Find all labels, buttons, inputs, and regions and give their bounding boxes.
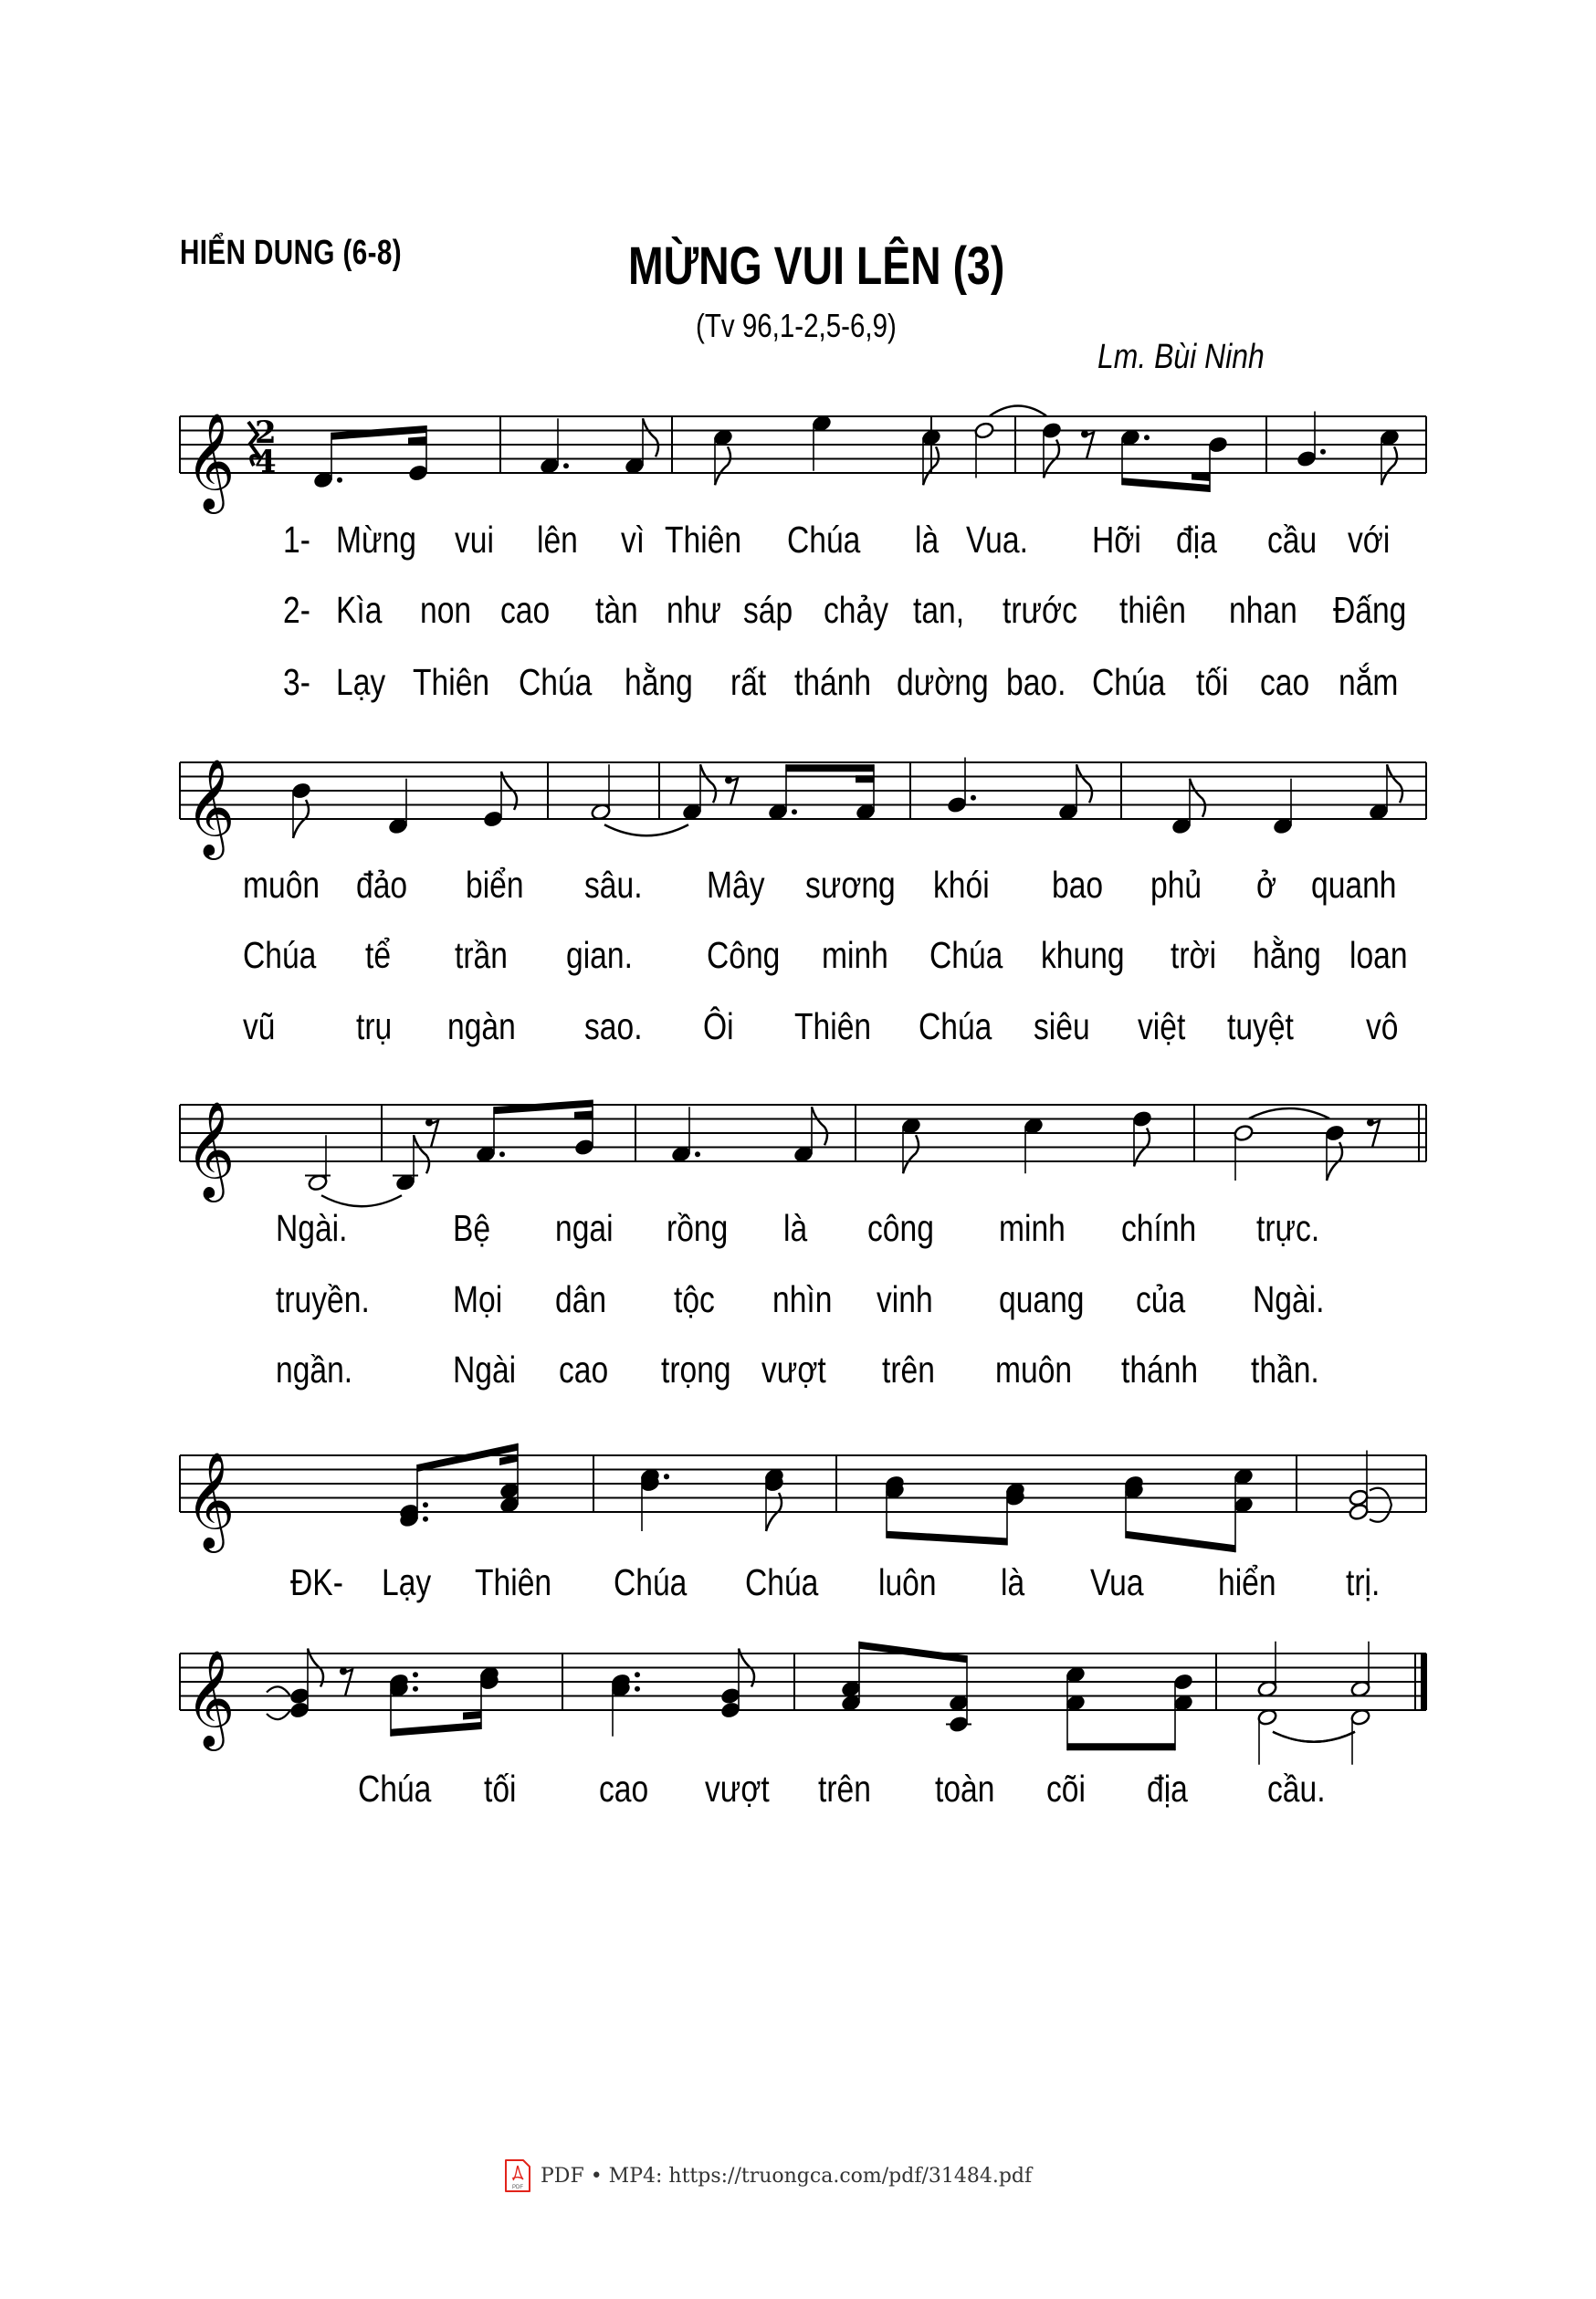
lyric-word: muôn [995, 1349, 1073, 1391]
beam [859, 1642, 967, 1664]
flag-icon [643, 418, 658, 457]
lyric-word: ngai [555, 1207, 614, 1249]
lyric-word: vinh [877, 1278, 933, 1320]
notehead [1132, 1109, 1153, 1128]
lyric-word: trực. [1256, 1207, 1320, 1249]
lyric-word: toàn [935, 1768, 995, 1810]
beam [391, 1722, 481, 1737]
lyric-word: non [420, 589, 472, 631]
beam [1067, 1743, 1175, 1750]
notehead [974, 421, 995, 439]
treble-clef-icon: 𝄞 [185, 1451, 236, 1548]
notehead [289, 1701, 310, 1719]
lyric-word: hằng [625, 661, 693, 703]
lyric-word: Bệ [453, 1207, 491, 1249]
lyric-word: với [1348, 519, 1391, 561]
tie-icon [1249, 1108, 1329, 1118]
treble-clef-icon: 𝄞 [185, 758, 236, 856]
notehead [1208, 436, 1229, 454]
lyric-word: ở [1256, 864, 1277, 906]
lyric-word: chảy [824, 589, 889, 631]
footer-link[interactable] [504, 2158, 1032, 2193]
lyric-word: cao [599, 1768, 649, 1810]
lyric-word: Thiên [413, 661, 490, 703]
lyric-word: cõi [1046, 1768, 1086, 1810]
composer-tag: HIỂN DUNG (6-8) [180, 234, 402, 272]
lyric-word: siêu [1034, 1005, 1090, 1047]
lyric-word: quanh [1311, 864, 1397, 906]
lyric-word: Đấng [1333, 589, 1407, 631]
lyric-word: Chúa [519, 661, 593, 703]
lyric-word: trên [818, 1768, 871, 1810]
notehead [574, 1138, 595, 1156]
lyric-word: minh [822, 934, 888, 976]
lyric-word: Thiên [665, 519, 742, 561]
flag-icon [1190, 779, 1205, 817]
lyric-word: công [867, 1207, 934, 1249]
lyric-word: muôn [243, 864, 320, 906]
lyric-word: là [783, 1207, 808, 1249]
svg-text:PDF: PDF [512, 2185, 523, 2190]
lyric-word: sao. [584, 1005, 643, 1047]
lyric-word: nắm [1339, 661, 1399, 703]
song-title: MỪNG VUI LÊN (3) [628, 236, 1005, 296]
tie-icon [321, 1195, 402, 1206]
lyric-word: tối [484, 1768, 517, 1810]
lyric-word: vượt [761, 1349, 826, 1391]
flag-icon [700, 764, 716, 803]
lyric-word: tàn [595, 589, 638, 631]
lyric-word: của [1136, 1278, 1186, 1320]
pdf-file-icon [504, 2158, 531, 2193]
lyric-word: trước [1003, 589, 1077, 631]
tie-icon [604, 824, 688, 835]
lyric-word: sương [805, 864, 896, 906]
lyric-word: minh [999, 1207, 1066, 1249]
lyric-word: hiển [1218, 1561, 1276, 1603]
lyric-word: Lạy [382, 1561, 432, 1603]
lyric-word: ĐK- [290, 1561, 343, 1603]
lyric-word: tể [365, 934, 392, 976]
flag-icon [1387, 764, 1402, 803]
lyric-word: Chúa [919, 1005, 992, 1047]
lyric-word: thánh [1121, 1349, 1199, 1391]
lyric-word: trị. [1346, 1561, 1381, 1603]
lyric-word: gian. [566, 934, 633, 976]
lyric-word: Chúa [358, 1768, 432, 1810]
lyric-word: cao [559, 1349, 609, 1391]
lyric-word: ngàn [447, 1005, 516, 1047]
lyric-word: địa [1147, 1768, 1188, 1810]
time-signature-bottom: 4 [255, 444, 277, 480]
lyric-word: là [1001, 1561, 1025, 1603]
notehead [1297, 449, 1318, 467]
lyric-word: Lạy [336, 661, 386, 703]
lyric-word: cầu. [1267, 1768, 1326, 1810]
notehead [1325, 1124, 1346, 1142]
lyric-word: lên [537, 519, 578, 561]
staff-system-5 [0, 1580, 1596, 1818]
lyric-word: Ngài. [1253, 1278, 1325, 1320]
lyric-word: Vua [1090, 1561, 1144, 1603]
lyric-word: Kìa [336, 589, 383, 631]
lyric-word: thánh [794, 661, 872, 703]
footer-url-text: PDF • MP4: https://truongca.com/pdf/31484.pdf [541, 2164, 1033, 2188]
lyric-word: thần. [1251, 1349, 1319, 1391]
lyric-word: trần [455, 934, 508, 976]
lyric-word: trọng [661, 1349, 731, 1391]
flag-icon [414, 1135, 429, 1173]
lyric-word: trụ [356, 1005, 393, 1047]
lyric-word: Vua. [966, 519, 1028, 561]
lyric-word: vũ [243, 1005, 276, 1047]
lyric-word: Chúa [929, 934, 1003, 976]
lyric-word: vượt [705, 1768, 770, 1810]
lyric-word: nhìn [772, 1278, 833, 1320]
notehead [408, 464, 429, 482]
lyric-word: địa [1176, 519, 1217, 561]
lyric-word: quang [999, 1278, 1085, 1320]
lyric-word: loan [1349, 934, 1408, 976]
lyric-word: sâu. [584, 864, 643, 906]
lyric-word: tuyệt [1227, 1005, 1294, 1047]
beam [887, 1531, 1007, 1546]
lyric-word: vô [1366, 1005, 1399, 1047]
lyric-word: Chúa [1092, 661, 1166, 703]
lyric-word: Công [707, 934, 781, 976]
tie-icon [990, 406, 1046, 416]
lyric-word: thiên [1119, 589, 1186, 631]
flag-icon [812, 1107, 827, 1145]
lyric-word: Thiên [794, 1005, 872, 1047]
author-credit: Lm. Bùi Ninh [1097, 338, 1265, 376]
lyric-word: rồng [667, 1207, 729, 1249]
lyric-word: Chúa [745, 1561, 819, 1603]
notehead [720, 1701, 741, 1719]
lyric-word: là [915, 519, 940, 561]
flag-icon [1381, 446, 1397, 485]
lyric-word: ngần. [276, 1349, 353, 1391]
lyric-word: cao [500, 589, 551, 631]
lyric-word: Mừng [336, 519, 416, 561]
lyric-word: cao [1260, 661, 1310, 703]
lyric-word: việt [1138, 1005, 1186, 1047]
lyric-word: truyền. [276, 1278, 370, 1320]
treble-clef-icon: 𝄞 [185, 1649, 236, 1747]
notehead [1173, 1673, 1194, 1691]
notehead [1349, 1503, 1370, 1521]
lyric-word: khói [933, 864, 990, 906]
lyric-word: Ôi [703, 1005, 734, 1047]
lyric-word: Chúa [614, 1561, 688, 1603]
lyric-word: dân [555, 1278, 607, 1320]
lyric-word: khung [1041, 934, 1125, 976]
lyric-word: phủ [1150, 864, 1202, 906]
lyric-word: tộc [674, 1278, 715, 1320]
notehead [1042, 421, 1063, 439]
lyric-word: Chúa [787, 519, 861, 561]
notehead [720, 1686, 741, 1705]
lyric-word: bao. [1006, 661, 1066, 703]
lyric-word: trời [1171, 934, 1217, 976]
lyric-word: hằng [1253, 934, 1321, 976]
lyric-word: tối [1196, 661, 1229, 703]
lyric-word: sáp [743, 589, 793, 631]
lyric-word: vì [621, 519, 646, 561]
lyric-word: Ngài [453, 1349, 517, 1391]
lyric-word: Chúa [243, 934, 317, 976]
lyric-word: dường [897, 661, 989, 703]
psalm-reference: (Tv 96,1-2,5-6,9) [696, 307, 897, 344]
lyric-word: Hỡi [1092, 519, 1141, 561]
lyric-word: 3- [283, 661, 310, 703]
notehead [1234, 1124, 1255, 1142]
treble-clef-icon: 𝄞 [185, 412, 236, 509]
treble-clef-icon: 𝄞 [185, 1100, 236, 1198]
notehead [291, 782, 312, 800]
lyric-word: vui [455, 519, 494, 561]
lyric-word: 2- [283, 589, 310, 631]
lyric-word: Mây [707, 864, 765, 906]
lyric-word: tan, [913, 589, 965, 631]
lyric-word: chính [1121, 1207, 1197, 1249]
lyric-word: bao [1052, 864, 1104, 906]
lyric-word: luôn [878, 1561, 937, 1603]
lyric-word: cầu [1267, 519, 1318, 561]
flag-icon [903, 1135, 919, 1173]
lyric-word: biển [466, 864, 524, 906]
notehead [483, 810, 504, 828]
lyric-word: rất [730, 661, 767, 703]
notehead [947, 795, 968, 814]
flag-icon [715, 446, 730, 485]
notehead [289, 1686, 310, 1705]
lyric-word: như [667, 589, 721, 631]
lyric-word: Thiên [475, 1561, 552, 1603]
lyric-word: Mọi [453, 1278, 503, 1320]
time-signature-top: 2 [255, 415, 277, 451]
flag-icon [1076, 764, 1092, 803]
lyric-word: đảo [356, 864, 408, 906]
beam [786, 764, 874, 772]
beam [1126, 1531, 1235, 1553]
lyric-word: nhan [1229, 589, 1297, 631]
lyric-word: Ngài. [276, 1207, 348, 1249]
lyric-word: trên [882, 1349, 935, 1391]
lyric-word: 1- [283, 519, 310, 561]
